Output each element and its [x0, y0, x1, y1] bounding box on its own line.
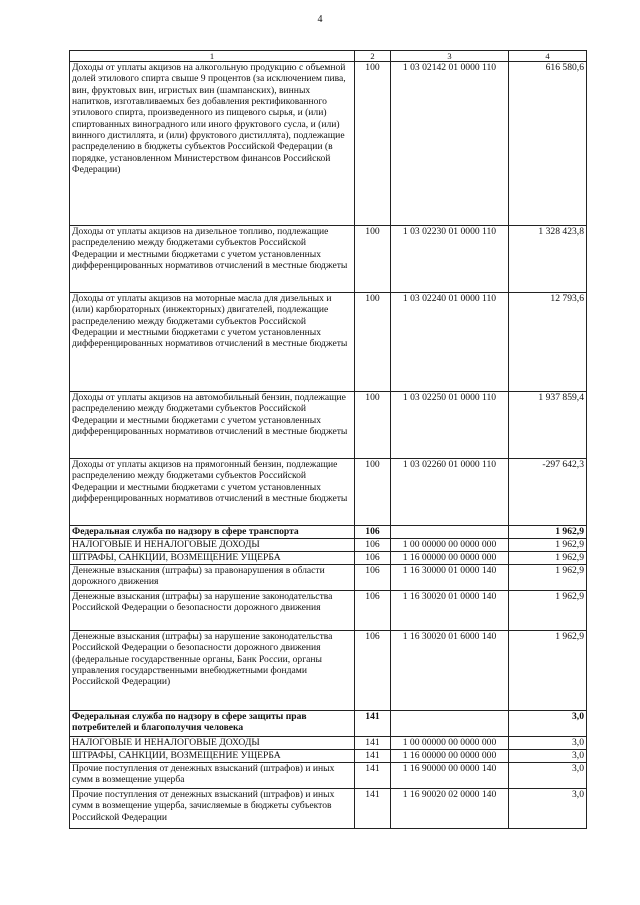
- row-amount: 3,0: [509, 763, 587, 789]
- table-row: [70, 711, 587, 737]
- column-number-4: 4: [509, 51, 587, 62]
- row-budget-code: 1 03 02142 01 0000 110: [391, 62, 509, 226]
- row-amount: 3,0: [509, 789, 587, 829]
- row-budget-code: 1 16 30000 01 0000 140: [391, 565, 509, 591]
- row-budget-code: 1 03 02240 01 0000 110: [391, 293, 509, 392]
- row-budget-code: 1 03 02260 01 0000 110: [391, 459, 509, 526]
- row-amount: 1 937 859,4: [509, 392, 587, 459]
- row-budget-code: [391, 526, 509, 539]
- row-description: Федеральная служба по надзору в сфере транспорта: [70, 526, 355, 539]
- row-description: Денежные взыскания (штрафы) за нарушение законодательства Российской Федерации о безопасности дорожного движения (федеральные государственные органы, Банк России, органы управления государственными внебюджетными фондами Российской Федерации): [70, 631, 355, 711]
- table-row: [70, 539, 587, 552]
- table-row: [70, 526, 587, 539]
- row-admin-code: 141: [355, 737, 391, 750]
- row-amount: 1 962,9: [509, 552, 587, 565]
- row-description: НАЛОГОВЫЕ И НЕНАЛОГОВЫЕ ДОХОДЫ: [70, 737, 355, 750]
- row-admin-code: 100: [355, 392, 391, 459]
- row-amount: 1 962,9: [509, 631, 587, 711]
- row-amount: 1 962,9: [509, 565, 587, 591]
- row-admin-code: 106: [355, 591, 391, 631]
- row-description: Федеральная служба по надзору в сфере защиты прав потребителей и благополучия человека: [70, 711, 355, 737]
- row-admin-code: 106: [355, 526, 391, 539]
- revenue-table: [69, 50, 587, 829]
- row-admin-code: 141: [355, 763, 391, 789]
- row-admin-code: 106: [355, 539, 391, 552]
- row-budget-code: 1 16 90000 00 0000 140: [391, 763, 509, 789]
- row-description: Доходы от уплаты акцизов на прямогонный бензин, подлежащие распределению между бюджетами субъектов Российской Федерации и местными бюджетами с учетом установленных дифференцированных нормативов отчислений в местные бюджеты: [70, 459, 355, 526]
- row-budget-code: 1 00 00000 00 0000 000: [391, 737, 509, 750]
- table-row: [70, 763, 587, 789]
- table-row: [70, 737, 587, 750]
- row-description: Денежные взыскания (штрафы) за правонарушения в области дорожного движения: [70, 565, 355, 591]
- row-admin-code: 141: [355, 750, 391, 763]
- row-budget-code: 1 00 00000 00 0000 000: [391, 539, 509, 552]
- row-description: Доходы от уплаты акцизов на дизельное топливо, подлежащие распределению между бюджетами субъектов Российской Федерации и местными бюджетами с учетом установленных дифференцированных нормативов отчислений в местные бюджеты: [70, 226, 355, 293]
- row-budget-code: 1 03 02250 01 0000 110: [391, 392, 509, 459]
- row-budget-code: [391, 711, 509, 737]
- row-admin-code: 100: [355, 459, 391, 526]
- row-amount: 3,0: [509, 750, 587, 763]
- table-row: [70, 789, 587, 829]
- revenue-table-body: [70, 51, 587, 829]
- row-admin-code: 106: [355, 565, 391, 591]
- row-budget-code: 1 16 30020 01 6000 140: [391, 631, 509, 711]
- table-row: [70, 591, 587, 631]
- row-admin-code: 106: [355, 552, 391, 565]
- row-amount: 12 793,6: [509, 293, 587, 392]
- row-amount: 1 962,9: [509, 591, 587, 631]
- row-description: Прочие поступления от денежных взысканий (штрафов) и иных сумм в возмещение ущерба, зачисляемые в бюджеты субъектов Российской Федерации: [70, 789, 355, 829]
- row-admin-code: 141: [355, 711, 391, 737]
- row-amount: 1 328 423,8: [509, 226, 587, 293]
- row-amount: 3,0: [509, 711, 587, 737]
- row-description: Доходы от уплаты акцизов на алкогольную продукцию с объемной долей этилового спирта свыше 9 процентов (за исключением пива, вин, фруктовых вин, игристых вин (шампанских), винных напитков, изготавливаемых без добавления ректификованного этилового спирта, произведенного из пищевого сырья, и (или) спиртованных виноградного или иного фруктового сусла, и (или) винного дистиллята, и (или) фруктового дистиллята), подлежащие распределению в бюджеты субъектов Российской Федерации (в порядке, установленном Министерством финансов Российской Федерации): [70, 62, 355, 226]
- row-amount: -297 642,3: [509, 459, 587, 526]
- table-row: [70, 750, 587, 763]
- row-description: Доходы от уплаты акцизов на автомобильный бензин, подлежащие распределению между бюджетами субъектов Российской Федерации и местными бюджетами с учетом установленных дифференцированных нормативов отчислений в местные бюджеты: [70, 392, 355, 459]
- row-description: Денежные взыскания (штрафы) за нарушение законодательства Российской Федерации о безопасности дорожного движения: [70, 591, 355, 631]
- row-budget-code: 1 16 90020 02 0000 140: [391, 789, 509, 829]
- row-description: ШТРАФЫ, САНКЦИИ, ВОЗМЕЩЕНИЕ УЩЕРБА: [70, 552, 355, 565]
- row-budget-code: 1 16 30020 01 0000 140: [391, 591, 509, 631]
- row-admin-code: 100: [355, 226, 391, 293]
- row-amount: 1 962,9: [509, 526, 587, 539]
- row-description: ШТРАФЫ, САНКЦИИ, ВОЗМЕЩЕНИЕ УЩЕРБА: [70, 750, 355, 763]
- row-budget-code: 1 16 00000 00 0000 000: [391, 750, 509, 763]
- row-budget-code: 1 03 02230 01 0000 110: [391, 226, 509, 293]
- row-description: Доходы от уплаты акцизов на моторные масла для дизельных и (или) карбюраторных (инжекторных) двигателей, подлежащие распределению между бюджетами субъектов Российской Федерации и местными бюджетами с учетом установленных дифференцированных нормативов отчислений в местные бюджеты: [70, 293, 355, 392]
- column-number-1: 1: [70, 51, 355, 62]
- row-admin-code: 100: [355, 293, 391, 392]
- table-row: [70, 62, 587, 226]
- table-row: [70, 459, 587, 526]
- row-description: НАЛОГОВЫЕ И НЕНАЛОГОВЫЕ ДОХОДЫ: [70, 539, 355, 552]
- row-description: Прочие поступления от денежных взысканий (штрафов) и иных сумм в возмещение ущерба: [70, 763, 355, 789]
- table-row: [70, 293, 587, 392]
- table-row: [70, 631, 587, 711]
- column-number-2: 2: [355, 51, 391, 62]
- column-number-3: 3: [391, 51, 509, 62]
- column-number-row: [70, 51, 587, 62]
- row-amount: 3,0: [509, 737, 587, 750]
- row-admin-code: 100: [355, 62, 391, 226]
- table-row: [70, 226, 587, 293]
- table-row: [70, 392, 587, 459]
- row-amount: 616 580,6: [509, 62, 587, 226]
- table-row: [70, 552, 587, 565]
- row-admin-code: 141: [355, 789, 391, 829]
- row-budget-code: 1 16 00000 00 0000 000: [391, 552, 509, 565]
- row-amount: 1 962,9: [509, 539, 587, 552]
- page-number: 4: [317, 14, 323, 25]
- row-admin-code: 106: [355, 631, 391, 711]
- table-row: [70, 565, 587, 591]
